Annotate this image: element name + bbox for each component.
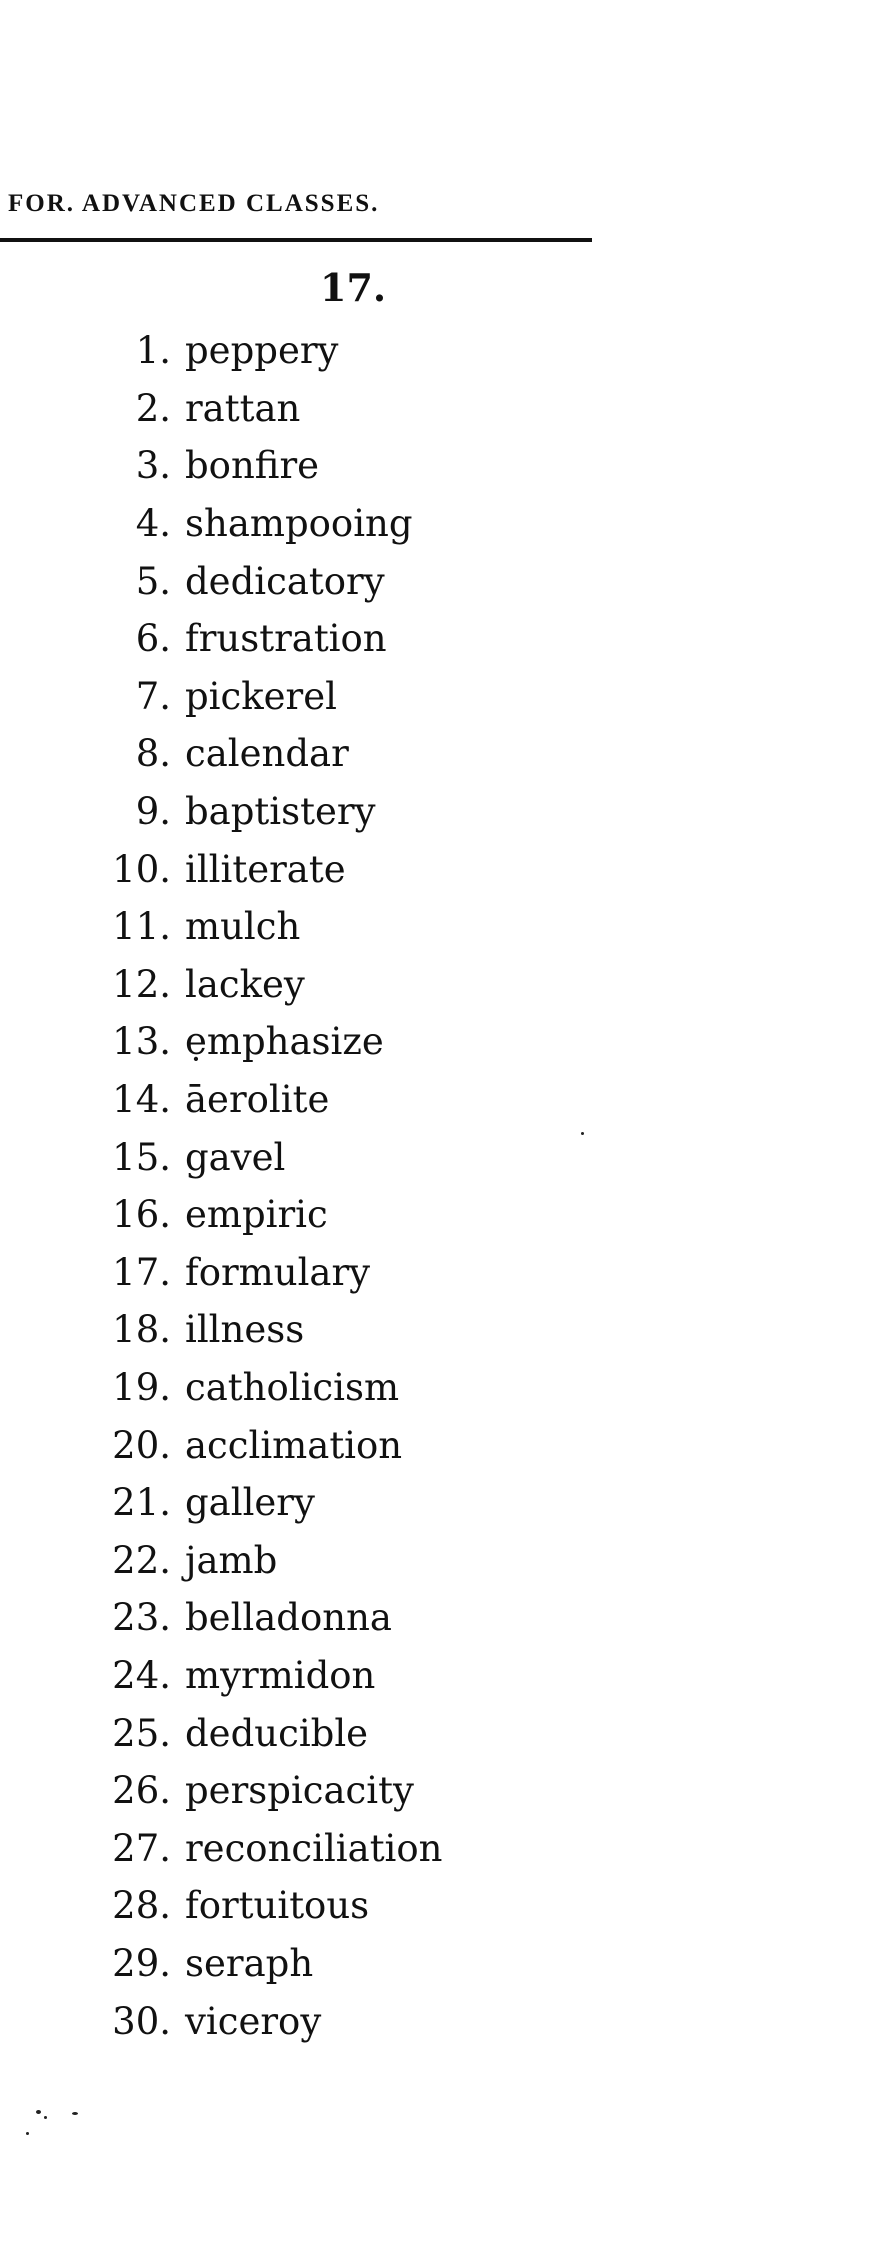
word-text: frustration	[185, 617, 387, 661]
word-text: āerolite	[185, 1078, 330, 1122]
word-text: dedicatory	[185, 559, 385, 603]
section-number: 17.	[320, 265, 387, 310]
word-number: 24.	[112, 1653, 171, 1697]
word-number: 9.	[135, 790, 171, 834]
word-row	[0, 1877, 443, 1935]
word-row	[0, 1013, 443, 1071]
word-text: fortuitous	[185, 1884, 370, 1928]
word-row	[0, 1589, 443, 1647]
word-number: 15.	[112, 1135, 171, 1179]
word-text: illiterate	[185, 847, 346, 891]
word-row	[0, 437, 443, 495]
word-number: 11.	[112, 905, 171, 949]
word-row	[0, 668, 443, 726]
word-number: 29.	[112, 1941, 171, 1985]
word-text: illness	[185, 1308, 305, 1352]
word-row	[0, 1935, 443, 1993]
speck	[581, 1132, 584, 1135]
word-number: 18.	[112, 1308, 171, 1352]
word-text: ẹmphasize	[185, 1020, 384, 1064]
page-header: FOR. ADVANCED CLASSES.	[8, 190, 380, 217]
word-number: 21.	[112, 1481, 171, 1525]
word-text: acclimation	[185, 1423, 403, 1467]
word-number: 5.	[135, 559, 171, 603]
word-text: seraph	[185, 1941, 314, 1985]
word-row	[0, 783, 443, 841]
word-row	[0, 1071, 443, 1129]
word-text: jamb	[185, 1538, 278, 1582]
word-text: lackey	[185, 962, 305, 1006]
speck	[26, 2132, 29, 2135]
word-number: 30.	[112, 1999, 171, 2043]
word-number: 28.	[112, 1884, 171, 1928]
word-row	[0, 495, 443, 553]
word-number: 13.	[112, 1020, 171, 1064]
word-row	[0, 552, 443, 610]
word-number: 7.	[135, 674, 171, 718]
word-row	[0, 1474, 443, 1532]
header-rule	[0, 238, 592, 242]
word-row	[0, 1531, 443, 1589]
word-text: gavel	[185, 1135, 286, 1179]
word-row	[0, 1992, 443, 2050]
word-text: calendar	[185, 732, 349, 776]
word-number: 27.	[112, 1826, 171, 1870]
word-number: 1.	[135, 329, 171, 373]
speck	[36, 2110, 41, 2114]
word-number: 22.	[112, 1538, 171, 1582]
word-row	[0, 1647, 443, 1705]
word-text: reconciliation	[185, 1826, 443, 1870]
word-number: 20.	[112, 1423, 171, 1467]
word-text: myrmidon	[185, 1653, 376, 1697]
word-number: 25.	[112, 1711, 171, 1755]
word-text: formulary	[185, 1250, 371, 1294]
word-number: 17.	[112, 1250, 171, 1294]
word-row	[0, 898, 443, 956]
word-number: 4.	[135, 502, 171, 546]
word-text: perspicacity	[185, 1769, 414, 1813]
word-row	[0, 1416, 443, 1474]
word-number: 12.	[112, 962, 171, 1006]
speck	[44, 2116, 47, 2119]
word-number: 10.	[112, 847, 171, 891]
word-text: empiric	[185, 1193, 328, 1237]
word-row	[0, 380, 443, 438]
word-row	[0, 1819, 443, 1877]
word-number: 6.	[135, 617, 171, 661]
word-row	[0, 1301, 443, 1359]
word-row	[0, 725, 443, 783]
word-row	[0, 1359, 443, 1417]
word-row	[0, 1244, 443, 1302]
word-row	[0, 840, 443, 898]
word-number: 2.	[135, 386, 171, 430]
speck	[72, 2112, 78, 2115]
word-text: mulch	[185, 905, 301, 949]
word-row	[0, 322, 443, 380]
word-text: catholicism	[185, 1365, 400, 1409]
word-row	[0, 1762, 443, 1820]
word-text: peppery	[185, 329, 339, 373]
word-row	[0, 1704, 443, 1762]
word-number: 3.	[135, 444, 171, 488]
word-text: belladonna	[185, 1596, 392, 1640]
word-number: 16.	[112, 1193, 171, 1237]
word-row	[0, 1128, 443, 1186]
word-text: pickerel	[185, 674, 337, 718]
word-text: viceroy	[185, 1999, 322, 2043]
word-number: 23.	[112, 1596, 171, 1640]
word-text: rattan	[185, 386, 301, 430]
word-list	[0, 322, 443, 2050]
word-text: bonfire	[185, 444, 320, 488]
word-number: 19.	[112, 1365, 171, 1409]
word-text: baptistery	[185, 790, 376, 834]
word-text: shampooing	[185, 502, 413, 546]
word-row	[0, 610, 443, 668]
word-row	[0, 956, 443, 1014]
word-number: 8.	[135, 732, 171, 776]
word-text: gallery	[185, 1481, 315, 1525]
word-number: 26.	[112, 1769, 171, 1813]
word-text: deducible	[185, 1711, 369, 1755]
word-number: 14.	[112, 1078, 171, 1122]
word-row	[0, 1186, 443, 1244]
